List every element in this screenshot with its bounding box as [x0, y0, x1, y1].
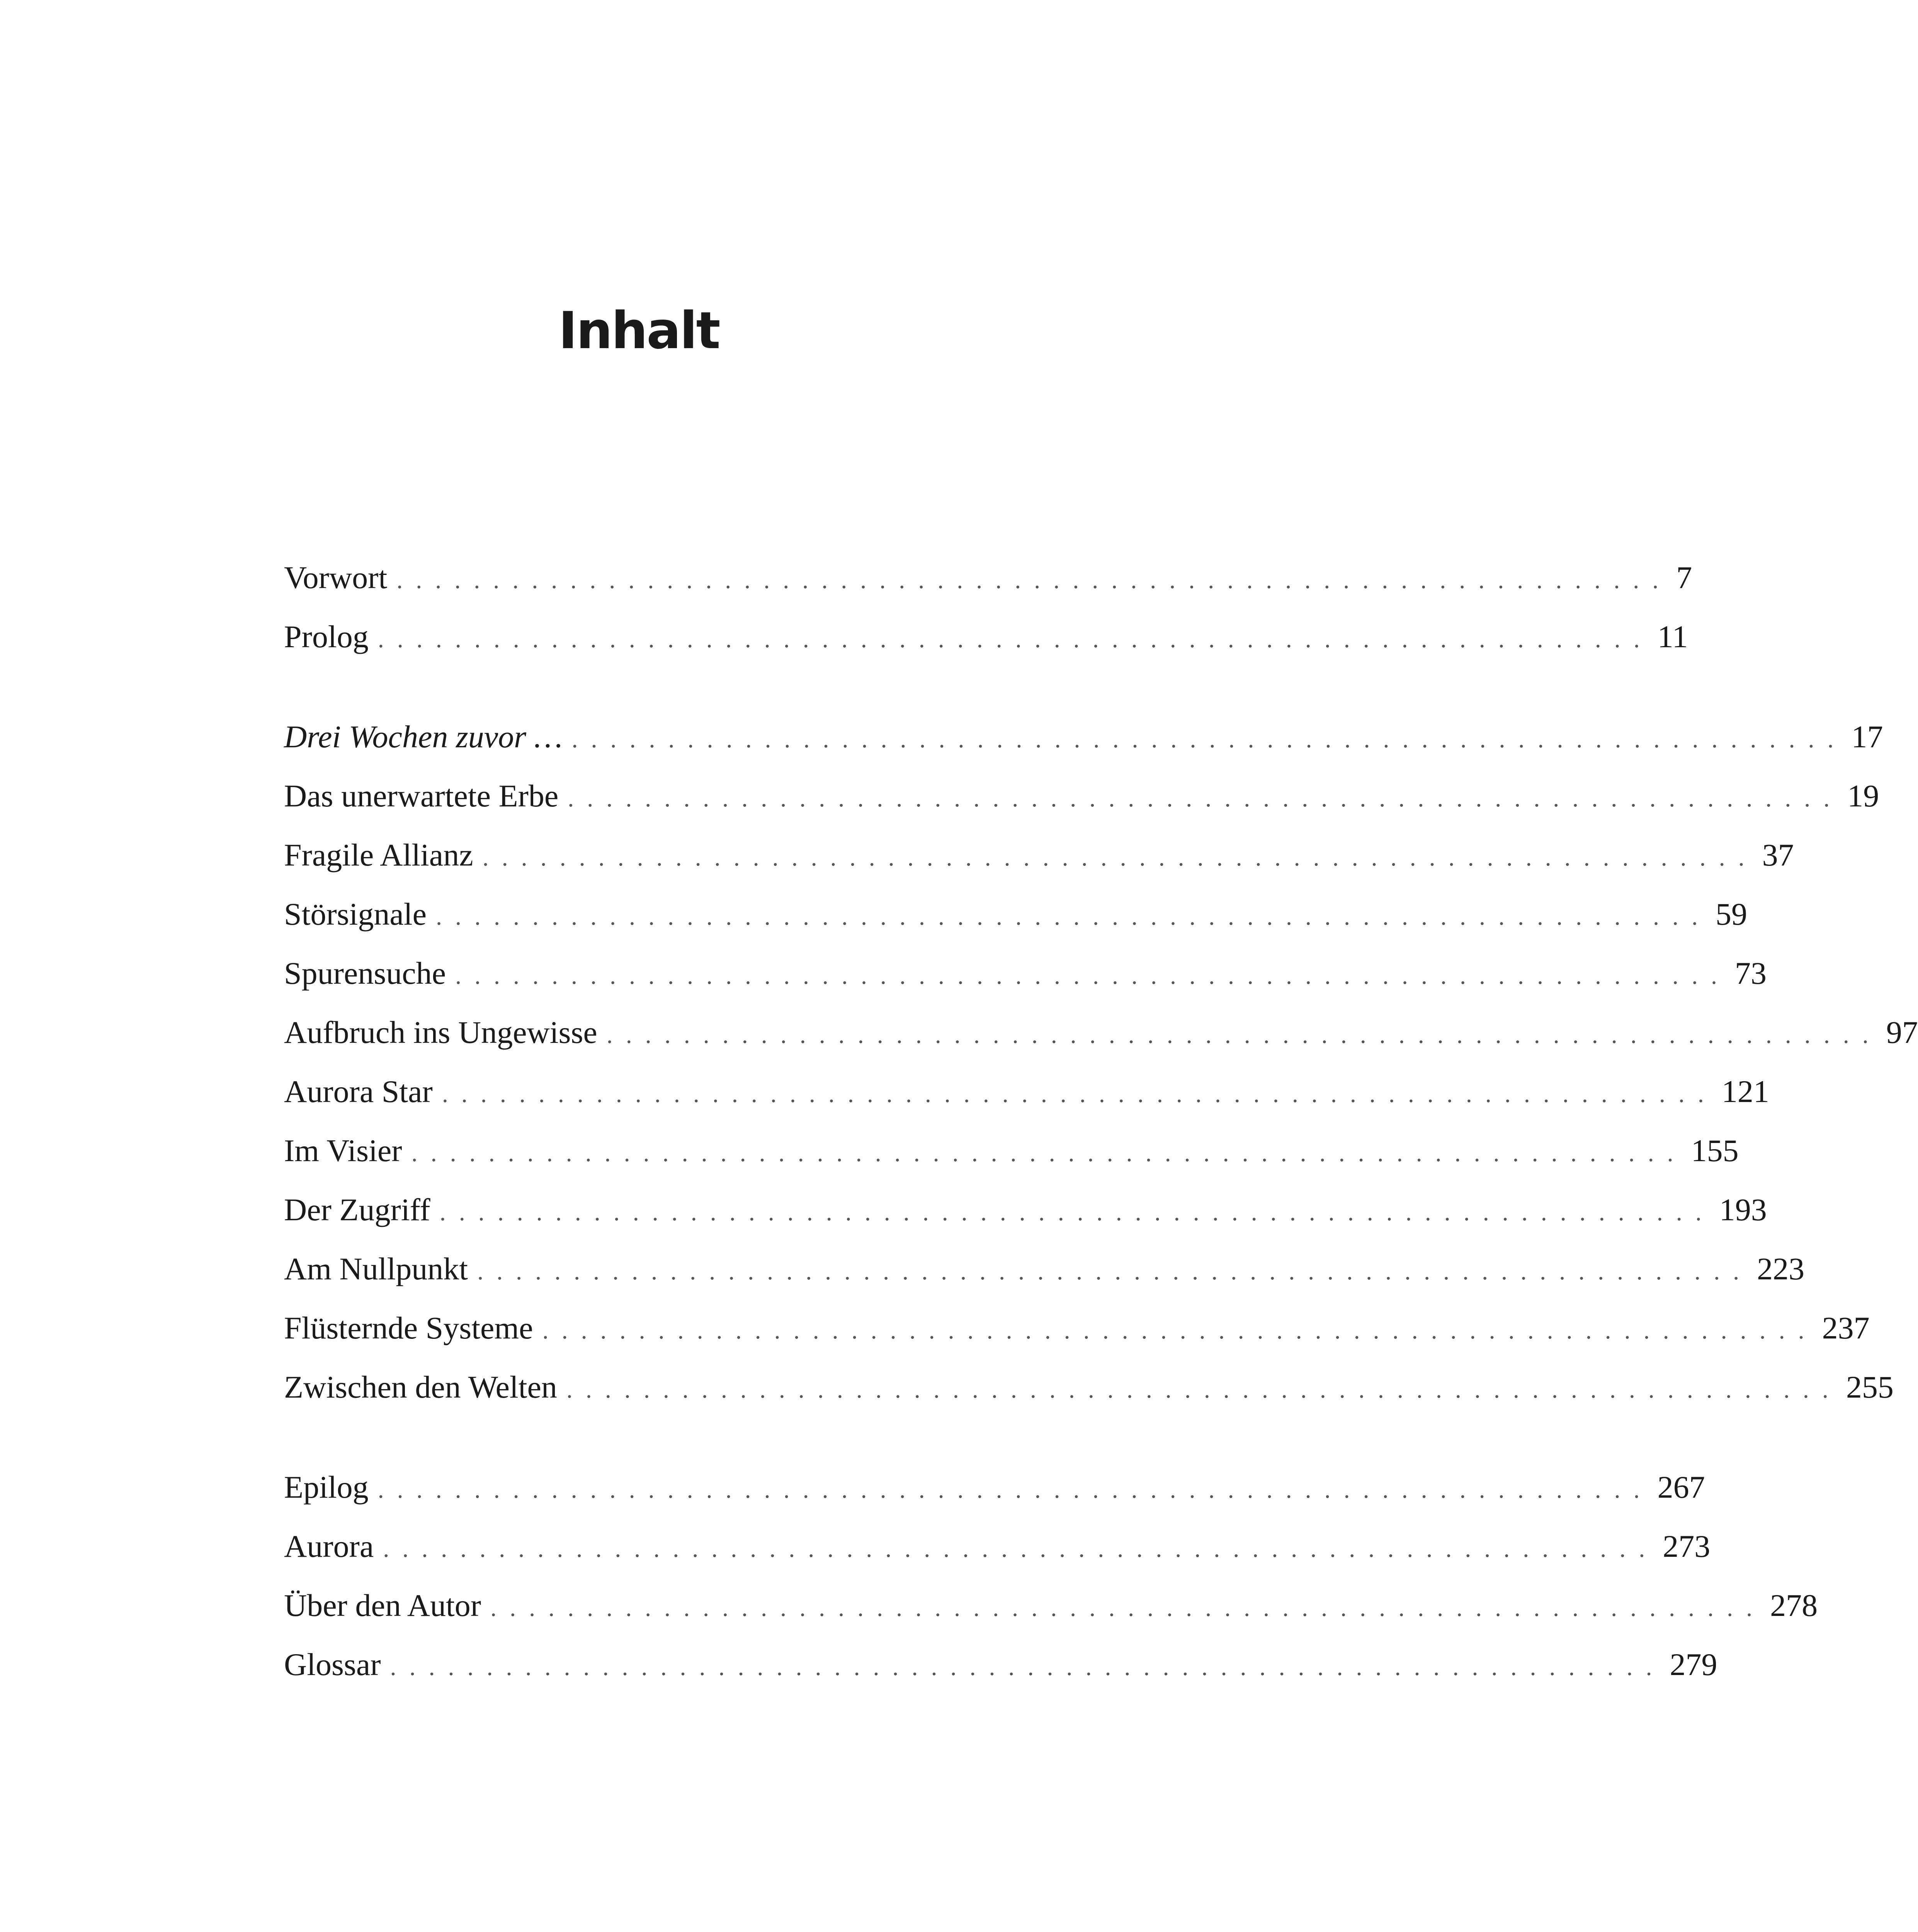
toc-entry-page: 7	[1676, 560, 1692, 595]
toc-entry-title: Drei Wochen zuvor …	[284, 719, 563, 754]
toc-entry-title: Störsignale	[284, 896, 427, 932]
dot-leader: ..................................................................	[396, 566, 1672, 594]
dot-leader: ..................................................................	[566, 1376, 1841, 1403]
toc-entry-title: Am Nullpunkt	[284, 1251, 468, 1286]
toc-entry-title: Spurensuche	[284, 956, 446, 991]
page-title: Inhalt	[558, 301, 719, 361]
dot-leader: ..................................................................	[390, 1653, 1665, 1680]
toc-entry-page: 237	[1822, 1310, 1870, 1345]
toc-entry-title: Glossar	[284, 1647, 381, 1682]
dot-leader: ..................................................................	[383, 1535, 1658, 1562]
dot-leader: ..................................................................	[482, 844, 1758, 871]
dot-leader: ..................................................................	[435, 903, 1711, 930]
dot-leader: ..................................................................	[568, 784, 1843, 812]
toc-entry-page: 278	[1770, 1588, 1818, 1623]
toc-entry-aufbruch-ins-ungewisse[interactable]	[284, 1011, 1918, 1054]
toc-entry-title: Vorwort	[284, 560, 388, 595]
toc-entry-title: Der Zugriff	[284, 1192, 430, 1227]
toc-entry-title: Im Visier	[284, 1133, 402, 1168]
toc-entry-title: Zwischen den Welten	[284, 1369, 557, 1405]
toc-entry-spurensuche[interactable]	[284, 952, 1767, 995]
toc-entry-prolog[interactable]	[284, 616, 1688, 658]
dot-leader: ..................................................................	[490, 1594, 1766, 1621]
dot-leader: ..................................................................	[477, 1257, 1753, 1285]
toc-entry-title: Aurora Star	[284, 1074, 433, 1109]
dot-leader: ..................................................................	[571, 725, 1847, 753]
toc-entry-page: 279	[1670, 1647, 1717, 1682]
toc-entry-fluesternde-systeme[interactable]	[284, 1307, 1870, 1349]
toc-entry-title: Über den Autor	[284, 1588, 481, 1623]
toc-entry-page: 17	[1851, 719, 1883, 754]
dot-leader: ..................................................................	[455, 962, 1731, 989]
toc-entry-page: 121	[1721, 1074, 1769, 1109]
toc-entry-vorwort[interactable]	[284, 556, 1692, 599]
toc-entry-aurora[interactable]	[284, 1525, 1711, 1568]
toc-entry-der-zugriff[interactable]	[284, 1189, 1767, 1231]
toc-entry-page: 255	[1846, 1369, 1894, 1405]
dot-leader: ..................................................................	[439, 1198, 1715, 1226]
toc-entry-page: 97	[1886, 1015, 1918, 1050]
toc-entry-title: Das unerwartete Erbe	[284, 778, 559, 813]
toc-entry-title: Epilog	[284, 1469, 369, 1505]
dot-leader: ..................................................................	[542, 1316, 1818, 1344]
toc-entry-ueber-den-autor[interactable]	[284, 1584, 1818, 1627]
toc-entry-page: 223	[1757, 1251, 1805, 1286]
toc-entry-page: 19	[1847, 778, 1879, 813]
toc-entry-aurora-star[interactable]	[284, 1070, 1769, 1113]
toc-entry-page: 59	[1715, 896, 1747, 932]
dot-leader: ..................................................................	[442, 1080, 1717, 1107]
toc-entry-stoersignale[interactable]	[284, 893, 1747, 935]
toc-entry-page: 37	[1762, 837, 1794, 872]
toc-entry-title: Prolog	[284, 619, 369, 654]
toc-entry-page: 267	[1657, 1469, 1705, 1505]
toc-entry-glossar[interactable]	[284, 1643, 1717, 1686]
toc-entry-zwischen-den-welten[interactable]	[284, 1366, 1894, 1408]
toc-entry-title: Fragile Allianz	[284, 837, 473, 872]
toc-entry-epilog[interactable]	[284, 1466, 1705, 1509]
toc-entry-drei-wochen-zuvor[interactable]	[284, 716, 1883, 758]
toc-entry-page: 273	[1663, 1529, 1711, 1564]
dot-leader: ..................................................................	[411, 1139, 1687, 1167]
toc-entry-page: 193	[1719, 1192, 1767, 1227]
toc-entry-title: Aurora	[284, 1529, 374, 1564]
toc-entry-page: 73	[1735, 956, 1767, 991]
toc-entry-fragile-allianz[interactable]	[284, 834, 1794, 876]
toc-entry-das-unerwartete-erbe[interactable]	[284, 775, 1879, 817]
dot-leader: ..................................................................	[606, 1021, 1882, 1048]
toc-entry-am-nullpunkt[interactable]	[284, 1248, 1805, 1290]
toc-entry-title: Aufbruch ins Ungewisse	[284, 1015, 597, 1050]
toc-entry-title: Flüsternde Systeme	[284, 1310, 533, 1345]
toc-entry-page: 11	[1657, 619, 1688, 654]
dot-leader: ..................................................................	[377, 625, 1653, 653]
dot-leader: ..................................................................	[377, 1476, 1653, 1503]
toc-entry-page: 155	[1691, 1133, 1739, 1168]
toc-entry-im-visier[interactable]	[284, 1129, 1739, 1172]
